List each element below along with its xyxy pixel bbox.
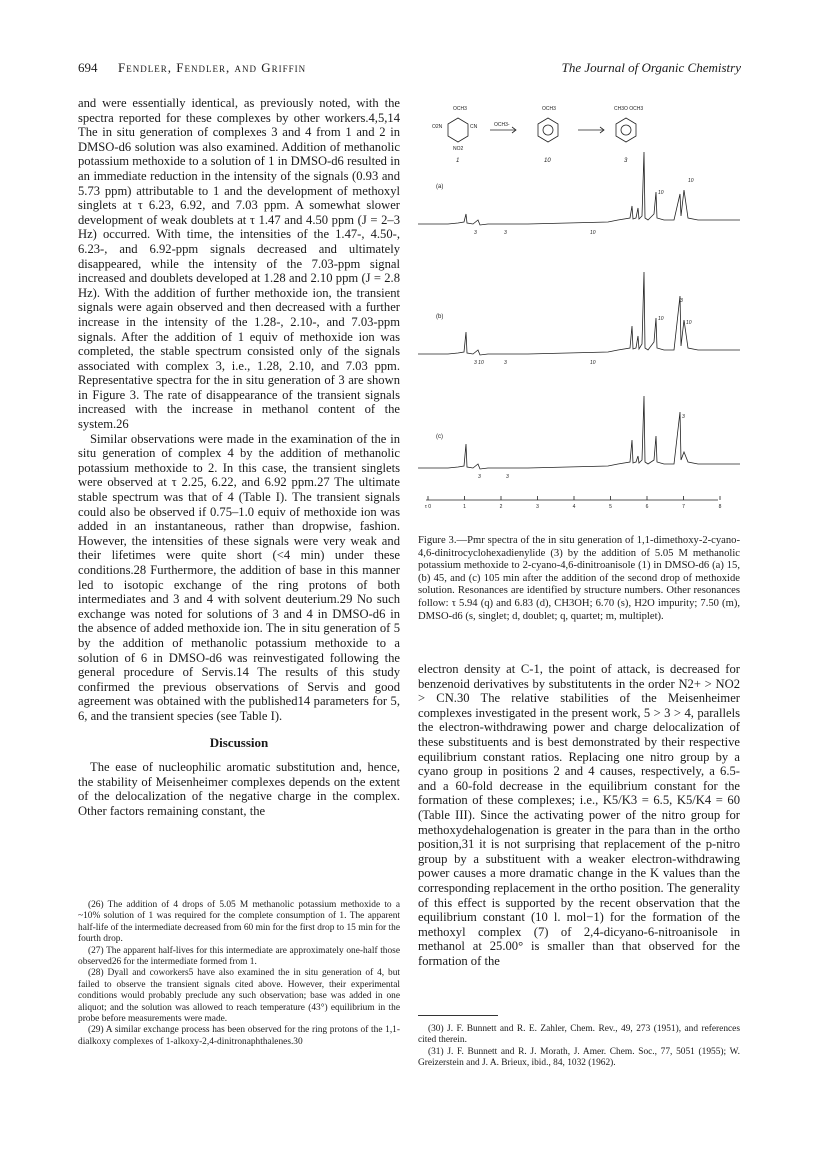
peak-label: 10 bbox=[590, 360, 596, 366]
spectrum-trace-b bbox=[418, 272, 740, 355]
benzene-ring-3 bbox=[616, 118, 636, 142]
peak-labels bbox=[474, 178, 694, 480]
peak-label: 3 bbox=[478, 474, 481, 480]
ring-charge-circle bbox=[543, 125, 553, 135]
axis-tick-label: τ 0 bbox=[424, 504, 432, 510]
scheme-label: OCH3 bbox=[542, 106, 556, 112]
panel-label-a: (a) bbox=[436, 184, 444, 190]
scheme-label: OCH3 bbox=[453, 106, 467, 112]
pmr-spectra-figure bbox=[418, 96, 740, 516]
footnote-rule bbox=[418, 1015, 498, 1016]
peak-label: 3 bbox=[474, 230, 477, 236]
footnote: (26) The addition of 4 drops of 5.05 M methanolic potassium methoxide to a ~10% solution of 1 was required for the complete consumption of 1. The apparent half-life of the intermediate decreased from 60 min for the first drop to 15 min for the fourth drop. bbox=[78, 900, 400, 945]
compound-number: 10 bbox=[544, 158, 551, 164]
benzene-ring-1 bbox=[448, 118, 468, 142]
footnote: (31) J. F. Bunnett and R. J. Morath, J. Amer. Chem. Soc., 77, 5051 (1955); W. Greizerstein and J. A. Brieux, ibid., 84, 1032 (1962). bbox=[418, 1046, 740, 1069]
footnote: (27) The apparent half-lives for this intermediate are approximately one-half those observed26 for the intermediate formed from 1. bbox=[78, 945, 400, 968]
scheme-label: CN bbox=[470, 124, 478, 130]
body-paragraph: and were essentially identical, as previously noted, with the spectra reported for these complexes by other workers.4,5,14 The in situ generation of complexes 3 and 4 from 1 and 2 in DMSO-d6 solution was also examined. Addition of methanolic potassium methoxide to a solution of 1 in DMSO-d6 resulted in an immediate reduction in the intensity of the signals (0.93 and 5.73 ppm) attributable to 1 and the development of methoxyl singlets at τ 6.23, 6.92, and 7.03 ppm. A somewhat slower development of weak doublets at τ 1.47 and 4.50 ppm (J = 2–3 Hz) occurred. With time, the intensities of the 1.47-, 4.50-, 6.23-, and 6.92-ppm signals decreased and ultimately disappeared, while the intensity of the 7.03-ppm signal increased and doublets developed at 1.28 and 2.10 ppm (J = 2.8 Hz). With the addition of further methoxide ion, the transient signals were again observed and then decreased with a further increase in the intensity of the 1.28-, 2.10-, and 7.03-ppm signals. After the addition of 1 equiv of methoxide ion was completed, the stable spectrum consisted only of the signals associated with complex 3, i.e., 1.28, 2.10, and 7.03 ppm. Representative spectra for the in situ generation of 3 are shown in Figure 3. The rate of disappearance of the transient signals increased with the increase in methanol content of the system.26 bbox=[78, 96, 400, 432]
footnote: (30) J. F. Bunnett and R. E. Zahler, Chem. Rev., 49, 273 (1951), and references cited therein. bbox=[418, 1024, 740, 1046]
reaction-scheme bbox=[448, 118, 636, 142]
axis-tick-label: 5 bbox=[609, 504, 612, 510]
spectrum-traces bbox=[418, 152, 740, 469]
body-paragraph: The ease of nucleophilic aromatic substitution and, hence, the stability of Meisenheimer complexes depends on the extent of the delocalization of the negative charge in the complex. Other factors remaining constant, the bbox=[78, 760, 400, 818]
peak-label: 10 bbox=[686, 320, 692, 326]
figure-caption: Figure 3.—Pmr spectra of the in situ generation of 1,1-dimethoxy-2-cyano-4,6-dinitrocyclohexadienylide (3) by the addition of 5.05 M methanolic potassium methoxide to 2-cyano-4,6-dinitroanisole (1) in DMSO-d6 (a) 15, (b) 45, and (c) 105 min after the addition of the second drop of methoxide solution. Resonances are identified by structure numbers. Other resonances follow: τ 5.94 (q) and 6.83 (d), CH3OH; 6.70 (s), H2O impurity; 7.50 (m), DMSO-d6 (s, singlet; d, doublet; q, quartet; m, multiplet). bbox=[418, 535, 740, 622]
axis-tick-label: 3 bbox=[536, 504, 539, 510]
page-number: 694 bbox=[78, 60, 98, 75]
peak-label: 3 bbox=[506, 474, 509, 480]
spectrum-trace-a bbox=[418, 152, 740, 225]
axis-tick-label: 1 bbox=[463, 504, 466, 510]
scheme-label: NO2 bbox=[453, 146, 464, 152]
peak-label: 3 bbox=[504, 230, 507, 236]
section-heading: Discussion bbox=[209, 734, 269, 750]
panel-labels bbox=[436, 184, 443, 440]
tau-axis-ticks bbox=[425, 496, 722, 510]
running-head-journal: The Journal of Organic Chemistry bbox=[561, 60, 741, 75]
ring-charge-circle bbox=[621, 125, 631, 135]
axis-tick-label: 2 bbox=[499, 504, 503, 510]
axis-tick-label: 6 bbox=[645, 504, 649, 510]
peak-label: 3 bbox=[680, 298, 683, 304]
peak-label: 3 bbox=[504, 360, 507, 366]
compound-number: 3 bbox=[624, 158, 628, 164]
benzene-ring-2 bbox=[538, 118, 558, 142]
spectrum-trace-c bbox=[418, 396, 740, 469]
axis-tick-label: 7 bbox=[682, 504, 685, 510]
body-paragraph: electron density at C-1, the point of attack, is decreased for benzenoid derivatives by substitutents in the order N2+ > NO2 > CN.30 The relative stabilities of the Meisenheimer complexes investigated in the present work, 5 > 3 > 4, parallels the electron-withdrawing power and charge delocalization of these substituents and is best demonstrated by their respective equilibrium constant ratios. Replacing one nitro group by a cyano group in positions 2 and 4 causes, respectively, a 6.5- and a 60-fold decrease in the equilibrium constant for the formation of these complexes; i.e., K5/K3 = 6.5, K5/K4 = 60 (Table III). Since the activating power of the nitro group for methoxydehalogenation is greater in the para than in the ortho position,31 it is not surprising that replacement of the p-nitro group by a substituent with a weaker electron-withdrawing power causes a more dramatic change in the K values than the corresponding replacement in the ortho position. The generality of this effect is supported by the recent observation that the equilibrium constant (10 l. mol−1) for the formation of the methoxyl complex (7) of 2,4-dicyano-6-nitroanisole in methanol at 25.00° is smaller than that observed for the formation of the bbox=[418, 662, 740, 968]
panel-label-b: (b) bbox=[436, 314, 444, 320]
footnote: (29) A similar exchange process has been observed for the ring protons of the 1,1-dialkoxy complexes of 1-alkoxy-2,4-dinitronaphthalenes.30 bbox=[78, 1025, 400, 1047]
peak-label: 10 bbox=[688, 178, 694, 184]
compound-numbers bbox=[456, 158, 628, 164]
compound-number: 1 bbox=[456, 158, 460, 164]
right-footnotes bbox=[418, 1005, 740, 1070]
peak-label: 10 bbox=[658, 190, 664, 196]
panel-label-c: (c) bbox=[436, 434, 443, 440]
scheme-label: CH3O OCH3 bbox=[614, 106, 644, 112]
scheme-label: OCH3- bbox=[494, 122, 510, 128]
left-footnotes bbox=[78, 900, 400, 1048]
running-head-authors: Fendler, Fendler, and Griffin bbox=[118, 60, 307, 75]
peak-label: 3 10 bbox=[474, 360, 484, 366]
scheme-label: O2N bbox=[432, 124, 443, 130]
peak-label: 3 bbox=[682, 414, 685, 420]
peak-label: 10 bbox=[590, 230, 596, 236]
axis-tick-label: 8 bbox=[718, 504, 722, 510]
body-paragraph: Similar observations were made in the examination of the in situ generation of complex 4 by the addition of methanolic potassium methoxide to 2. In this case, the transient singlets were observed at τ 2.25, 6.22, and 6.92 ppm.27 The ultimate stable spectrum was that of 4 (Table I). The transient signals could also be observed if 0.75–1.0 equiv of methoxide ion was added in an instantaneous, rather than dropwise, fashion. However, the intensities of these signals were very weak and their lifetimes were quite short (<4 min) under these conditions.28 Furthermore, the addition of base in this manner led to isotopic exchange of the ring protons of both intermediates and 3 and 4 with solvent deuterium.29 No such exchange was noted for solutions of 3 and 4 in DMSO-d6 in the absence of added methoxide ion. The in situ generation of 5 by the addition of methanolic potassium methoxide to a solution of 6 in DMSO-d6 was reinvestigated following the general procedure of Servis.14 The results of this study confirmed the previous observations of Servis and good agreement was obtained with the published14 parameters for 5, 6, and the transient species (see Table I). bbox=[78, 431, 400, 723]
left-column bbox=[78, 96, 400, 819]
right-column bbox=[418, 662, 740, 968]
peak-label: 10 bbox=[658, 316, 664, 322]
footnote: (28) Dyall and coworkers5 have also examined the in situ generation of 4, but failed to observe the transient signals cited above. However, their experimental conditions would probably preclude any such observation; base was added in one aliquot; and the solution was allowed to reach temperature (43°) equilibrium in the probe before measurements were made. bbox=[78, 968, 400, 1025]
axis-tick-label: 4 bbox=[572, 504, 576, 510]
